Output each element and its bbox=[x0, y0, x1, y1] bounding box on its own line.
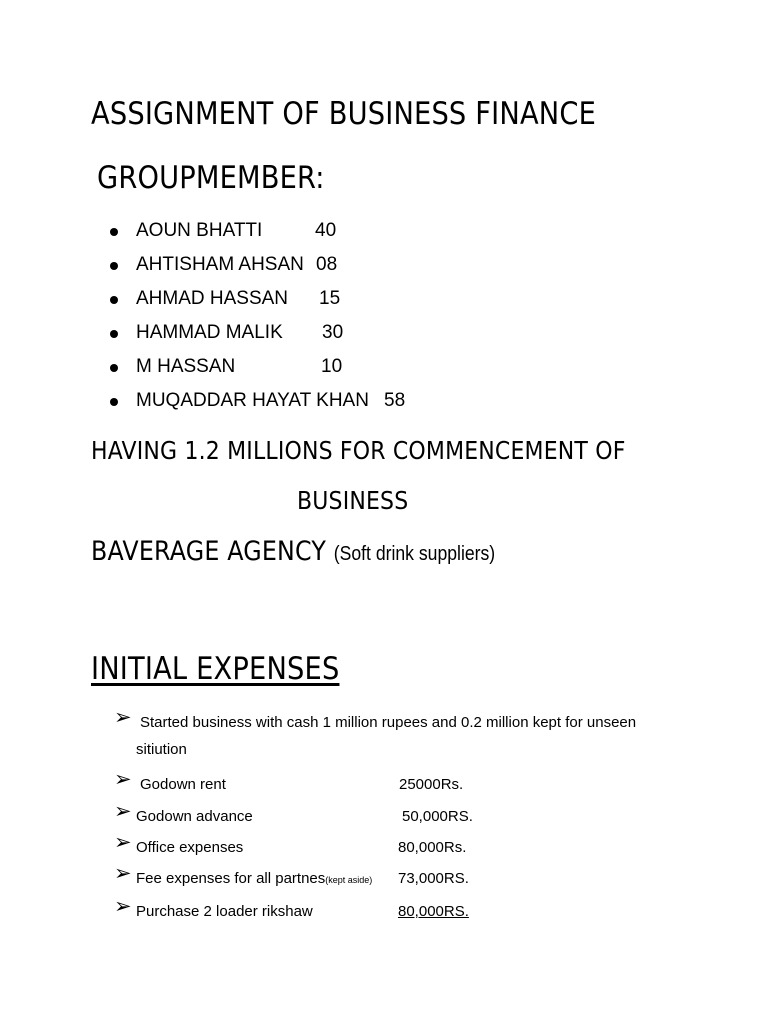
expense-amount: 50,000RS. bbox=[402, 808, 473, 825]
member-name: AOUN BHATTI bbox=[136, 220, 263, 241]
bullet-icon bbox=[110, 262, 118, 270]
arrow-bullet-icon: ➢ bbox=[114, 768, 132, 791]
member-roll-number: 10 bbox=[321, 356, 343, 377]
member-name: AHMAD HASSAN bbox=[136, 288, 289, 309]
expense-label: Office expenses bbox=[136, 839, 244, 856]
expense-label: Started business with cash 1 million rupees and 0.2 million kept for unseen bbox=[140, 714, 637, 731]
member-name: AHTISHAM AHSAN bbox=[136, 254, 304, 275]
arrow-bullet-icon: ➢ bbox=[114, 800, 132, 823]
document-title: ASSIGNMENT OF BUSINESS FINANCE bbox=[91, 96, 597, 132]
bullet-icon bbox=[110, 364, 118, 372]
expense-label: Godown advance bbox=[136, 808, 253, 825]
member-name: M HASSAN bbox=[136, 356, 236, 377]
expense-amount: 80,000Rs. bbox=[398, 839, 467, 856]
agency-name: BAVERAGE AGENCY bbox=[91, 536, 327, 567]
arrow-bullet-icon: ➢ bbox=[114, 831, 132, 854]
bullet-icon bbox=[110, 398, 118, 406]
bullet-icon bbox=[110, 296, 118, 304]
business-type bbox=[91, 536, 495, 567]
member-roll-number: 30 bbox=[322, 322, 344, 343]
member-name: MUQADDAR HAYAT KHAN bbox=[136, 390, 369, 411]
bullet-icon bbox=[110, 228, 118, 236]
capital-statement-line1: HAVING 1.2 MILLIONS FOR COMMENCEMENT OF bbox=[91, 436, 626, 465]
arrow-bullet-icon: ➢ bbox=[114, 706, 132, 729]
bullet-icon bbox=[110, 330, 118, 338]
expense-amount: 80,000RS. bbox=[398, 903, 469, 920]
expense-note: (kept aside) bbox=[325, 875, 373, 885]
capital-statement-line2: BUSINESS bbox=[297, 486, 409, 515]
initial-expenses-heading: INITIAL EXPENSES bbox=[91, 651, 340, 687]
arrow-bullet-icon: ➢ bbox=[114, 895, 132, 918]
expense-label: Godown rent bbox=[140, 776, 226, 793]
expense-label-continuation: sitiution bbox=[136, 741, 187, 758]
expense-label bbox=[136, 870, 372, 887]
expense-amount: 25000Rs. bbox=[399, 776, 464, 793]
expense-label-text: Fee expenses for all partnes bbox=[136, 870, 326, 887]
agency-note: (Soft drink suppliers) bbox=[333, 543, 496, 565]
group-members-heading: GROUPMEMBER: bbox=[97, 160, 325, 196]
arrow-bullet-icon: ➢ bbox=[114, 862, 132, 885]
expense-label: Purchase 2 loader rikshaw bbox=[136, 903, 313, 920]
member-roll-number: 40 bbox=[315, 220, 337, 241]
member-roll-number: 58 bbox=[384, 390, 406, 411]
expense-amount: 73,000RS. bbox=[398, 870, 469, 887]
member-roll-number: 15 bbox=[319, 288, 341, 309]
member-name: HAMMAD MALIK bbox=[136, 322, 283, 343]
member-roll-number: 08 bbox=[316, 254, 338, 275]
